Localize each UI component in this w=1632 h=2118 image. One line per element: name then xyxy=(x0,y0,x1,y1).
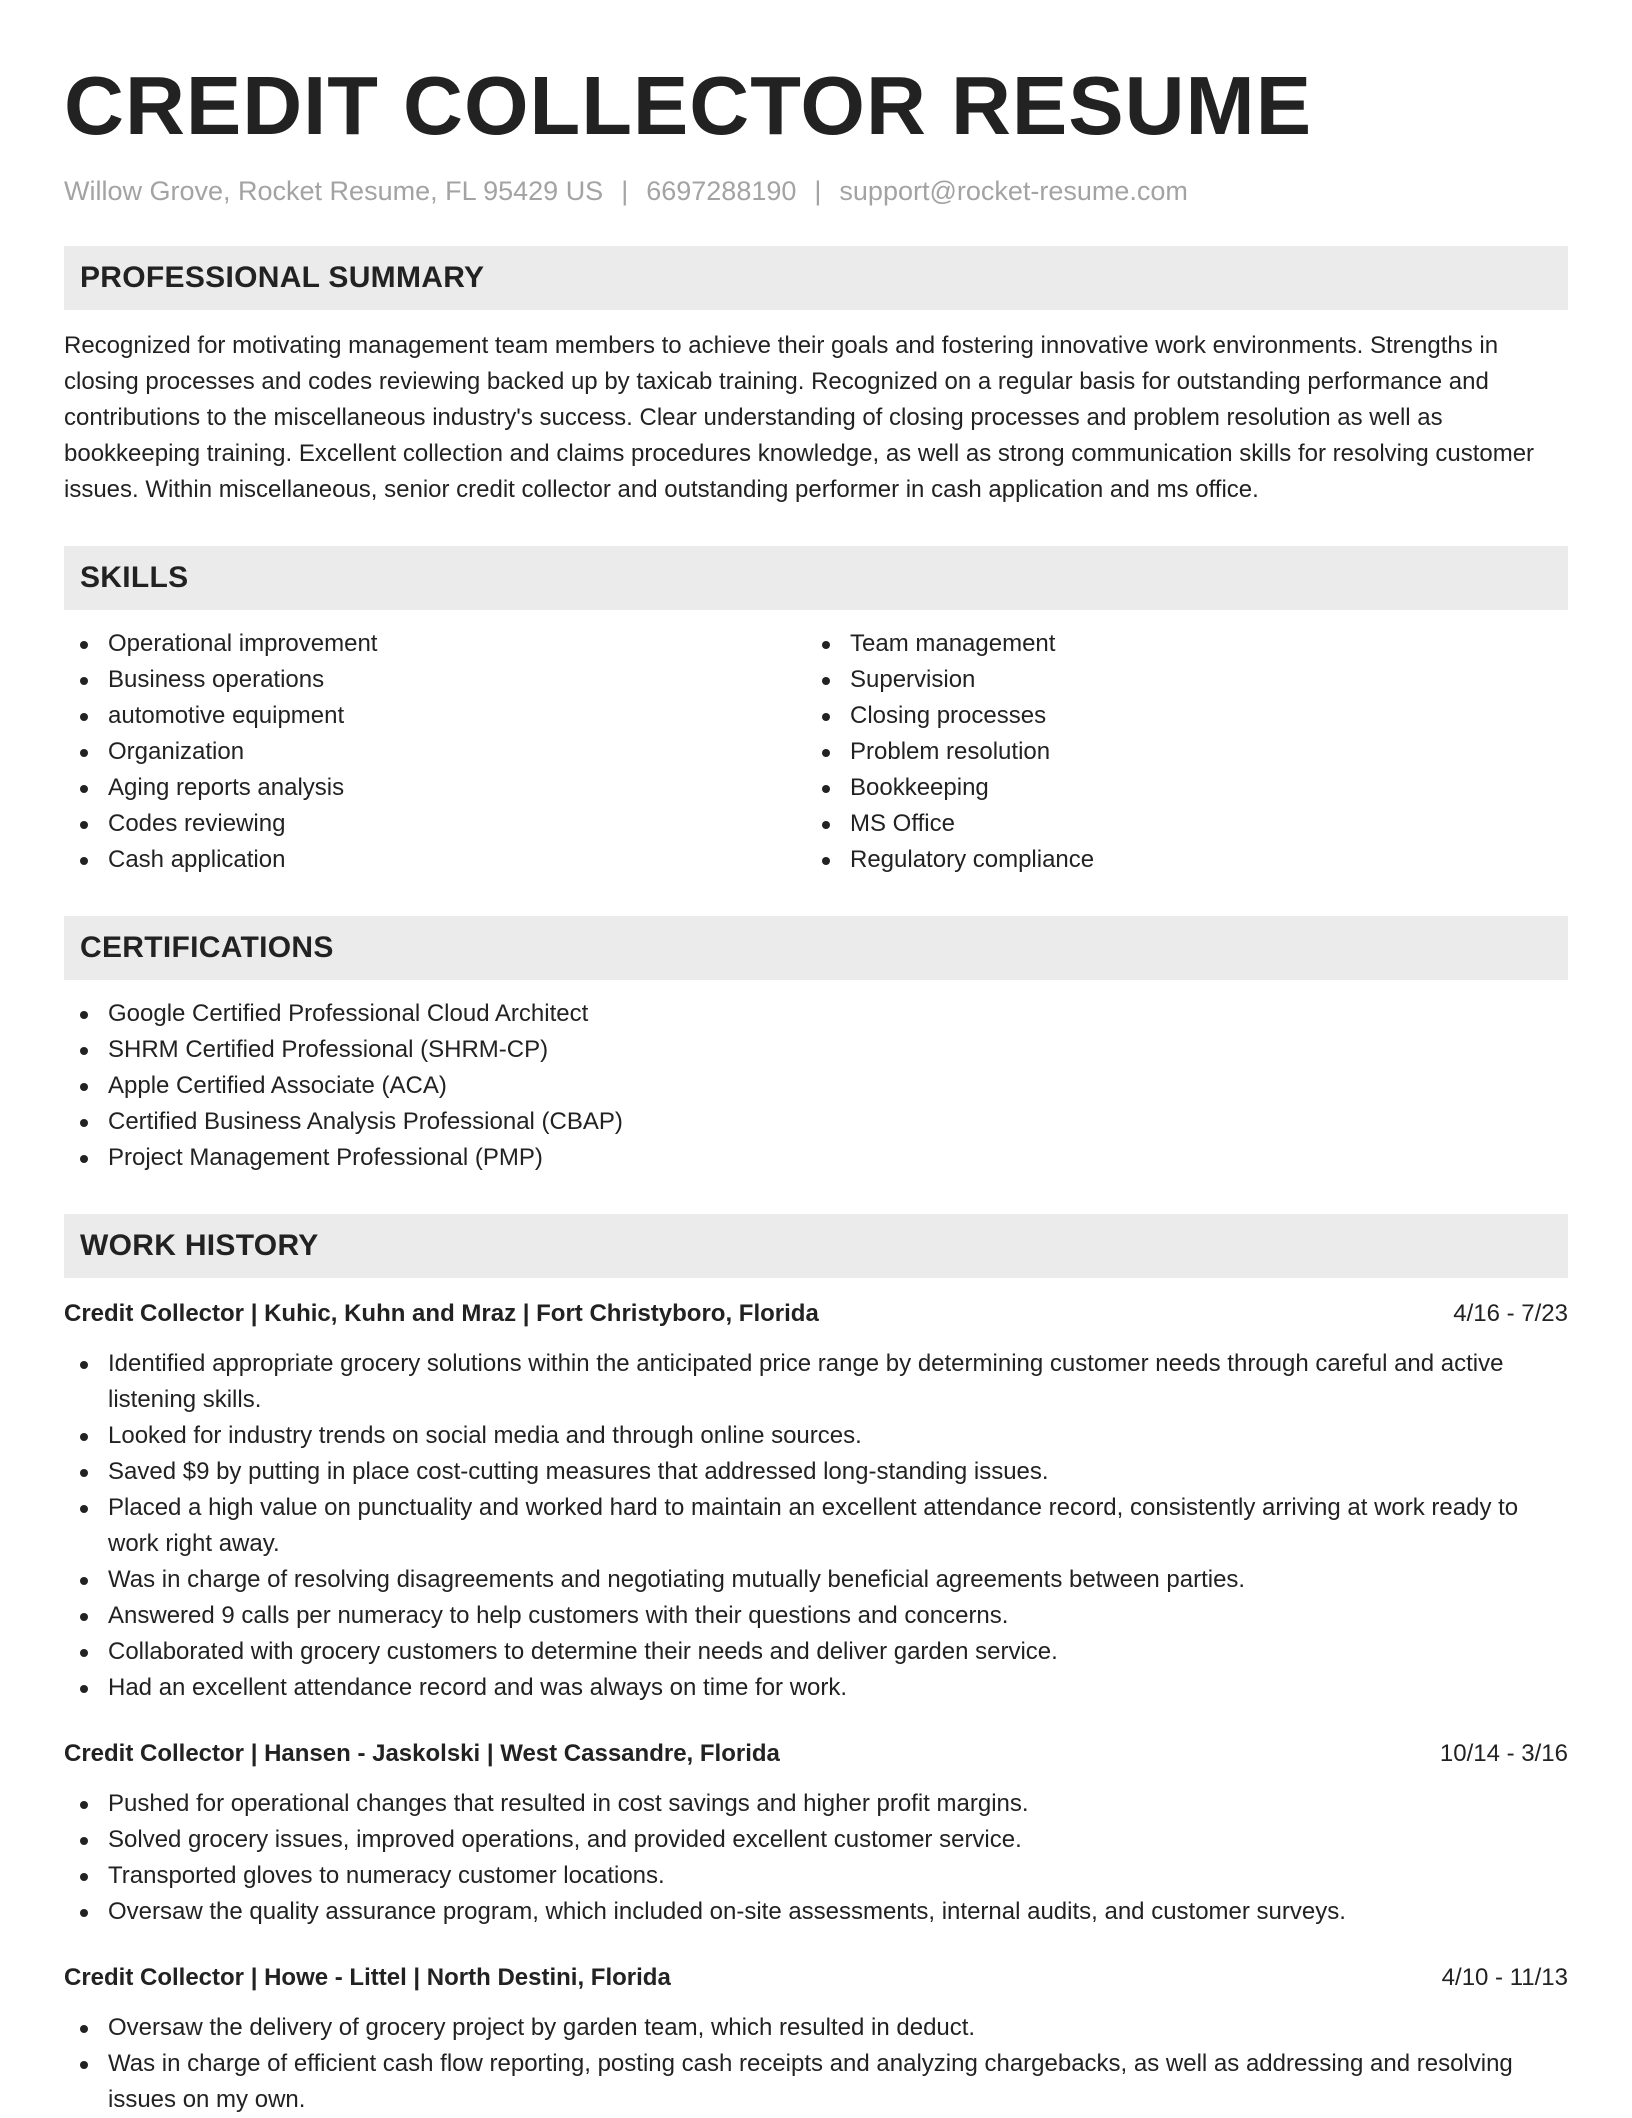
skill-item: automotive equipment xyxy=(64,698,806,734)
job-bullets xyxy=(64,2010,1568,2118)
skill-item: Team management xyxy=(806,626,1548,662)
job-entry xyxy=(64,1296,1568,1706)
job-dates: 10/14 - 3/16 xyxy=(1439,1740,1568,1767)
job-bullet: Saved $9 by putting in place cost-cutting measures that addressed long-standing issues. xyxy=(64,1454,1568,1490)
skill-item: Business operations xyxy=(64,662,806,698)
contact-line xyxy=(64,174,1568,208)
job-title: Credit Collector | Kuhic, Kuhn and Mraz | Fort Christyboro, Florida xyxy=(64,1300,819,1327)
section-heading-summary: PROFESSIONAL SUMMARY xyxy=(64,246,1568,310)
skill-item: Aging reports analysis xyxy=(64,770,806,806)
work-history-section xyxy=(64,1214,1568,2118)
skills-section xyxy=(64,546,1568,878)
job-bullet: Pushed for operational changes that resulted in cost savings and higher profit margins. xyxy=(64,1786,1568,1822)
job-bullet: Placed a high value on punctuality and worked hard to maintain an excellent attendance record, consistently arriving at work ready to work right away. xyxy=(64,1490,1568,1562)
job-bullet: Had an excellent attendance record and was always on time for work. xyxy=(64,1670,1568,1706)
section-heading-certifications: CERTIFICATIONS xyxy=(64,916,1568,980)
job-bullet: Transported gloves to numeracy customer locations. xyxy=(64,1858,1568,1894)
skills-list-left xyxy=(64,626,806,878)
summary-text: Recognized for motivating management team members to achieve their goals and fostering innovative work environments. Strengths in closing processes and codes reviewing backed up by taxicab training. Recognized on a regular basis for outstanding performance and contributions to the miscellaneous industry's success. Clear understanding of closing processes and problem resolution as well as bookkeeping training. Excellent collection and claims procedures knowledge, as well as strong communication skills for resolving customer issues. Within miscellaneous, senior credit collector and outstanding performer in cash application and ms office. xyxy=(64,332,1535,503)
skill-item: Problem resolution xyxy=(806,734,1548,770)
contact-address: Willow Grove, Rocket Resume, FL 95429 US xyxy=(64,176,604,206)
skill-item: MS Office xyxy=(806,806,1548,842)
section-heading-skills: SKILLS xyxy=(64,546,1568,610)
skill-item: Codes reviewing xyxy=(64,806,806,842)
job-title: Credit Collector | Howe - Littel | North Destini, Florida xyxy=(64,1964,671,1991)
job-bullet: Oversaw the quality assurance program, which included on-site assessments, internal audits, and customer surveys. xyxy=(64,1894,1568,1930)
skill-item: Cash application xyxy=(64,842,806,878)
job-entry xyxy=(64,1736,1568,1930)
job-bullet: Looked for industry trends on social media and through online sources. xyxy=(64,1418,1568,1454)
contact-phone: 6697288190 xyxy=(646,176,797,206)
certifications-section xyxy=(64,916,1568,1176)
certification-item: Apple Certified Associate (ACA) xyxy=(64,1068,1568,1104)
job-bullets xyxy=(64,1346,1568,1706)
job-header xyxy=(64,1960,1568,1996)
job-bullet: Oversaw the delivery of grocery project by garden team, which resulted in deduct. xyxy=(64,2010,1568,2046)
contact-email: support@rocket-resume.com xyxy=(839,176,1188,206)
certifications-list xyxy=(64,996,1568,1176)
contact-separator: | xyxy=(621,176,629,206)
job-bullets xyxy=(64,1786,1568,1930)
summary-section xyxy=(64,246,1568,508)
skills-list-right xyxy=(806,626,1548,878)
job-dates: 4/10 - 11/13 xyxy=(1441,1964,1568,1991)
job-bullet: Was in charge of resolving disagreements and negotiating mutually beneficial agreements between parties. xyxy=(64,1562,1568,1598)
job-bullet: Answered 9 calls per numeracy to help customers with their questions and concerns. xyxy=(64,1598,1568,1634)
job-header xyxy=(64,1736,1568,1772)
job-entry xyxy=(64,1960,1568,2118)
certification-item: Project Management Professional (PMP) xyxy=(64,1140,1568,1176)
skills-grid xyxy=(64,626,1568,878)
job-title: Credit Collector | Hansen - Jaskolski | West Cassandre, Florida xyxy=(64,1740,780,1767)
skill-item: Closing processes xyxy=(806,698,1548,734)
skill-item: Regulatory compliance xyxy=(806,842,1548,878)
job-bullet: Identified appropriate grocery solutions within the anticipated price range by determining customer needs through careful and active listening skills. xyxy=(64,1346,1568,1418)
skill-item: Organization xyxy=(64,734,806,770)
certification-item: Google Certified Professional Cloud Architect xyxy=(64,996,1568,1032)
certification-item: SHRM Certified Professional (SHRM-CP) xyxy=(64,1032,1568,1068)
section-heading-work-history: WORK HISTORY xyxy=(64,1214,1568,1278)
certification-item: Certified Business Analysis Professional (CBAP) xyxy=(64,1104,1568,1140)
skill-item: Operational improvement xyxy=(64,626,806,662)
job-dates: 4/16 - 7/23 xyxy=(1453,1300,1568,1327)
contact-separator: | xyxy=(814,176,822,206)
job-header xyxy=(64,1296,1568,1332)
resume-title: CREDIT COLLECTOR RESUME xyxy=(64,59,1313,152)
job-bullet: Collaborated with grocery customers to determine their needs and deliver garden service. xyxy=(64,1634,1568,1670)
job-bullet: Solved grocery issues, improved operations, and provided excellent customer service. xyxy=(64,1822,1568,1858)
job-bullet: Was in charge of efficient cash flow reporting, posting cash receipts and analyzing chargebacks, as well as addressing and resolving issues on my own. xyxy=(64,2046,1568,2118)
skill-item: Bookkeeping xyxy=(806,770,1548,806)
skill-item: Supervision xyxy=(806,662,1548,698)
